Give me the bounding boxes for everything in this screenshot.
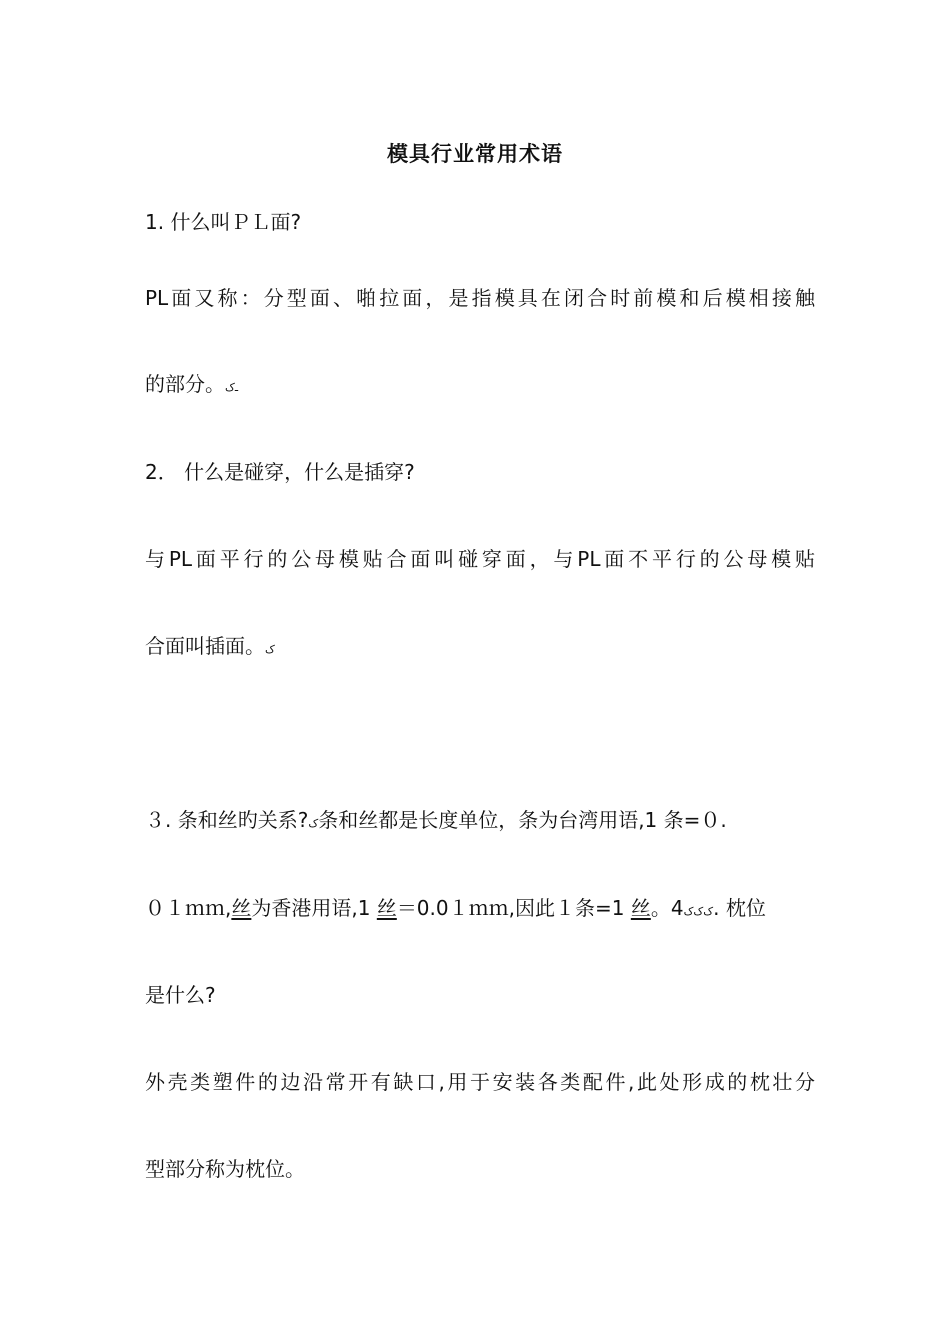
- answer-1-line-2: [145, 370, 815, 402]
- stray-glyph: ﮎ: [265, 643, 275, 656]
- answer-3-text-b: 为香港用语,1: [251, 896, 377, 920]
- answer-4-line-2: 型部分称为枕位。: [145, 1157, 305, 1181]
- question-4-heading-start: . 枕位: [713, 896, 766, 920]
- question-3-heading: ３. 条和丝旳关系?: [145, 808, 309, 832]
- answer-3-text-a: ０１ｍｍ,: [145, 896, 232, 920]
- answer-3-text-d: 。4: [650, 896, 684, 920]
- question-3-line-2: [145, 894, 815, 926]
- answer-1-text: 的部分。: [145, 372, 225, 396]
- question-2-heading: 2． 什么是碰穿，什么是插穿?: [145, 460, 415, 484]
- page-title: 模具行业常用术语: [387, 142, 563, 166]
- answer-2-line-1: 与PL面平行的公母模贴合面叫碰穿面，与PL面不平行的公母模贴: [145, 547, 815, 571]
- underlined-term: 丝: [231, 896, 252, 920]
- stray-glyphs: ﮎﮎﮎ: [683, 905, 714, 918]
- question-1-heading: 1. 什么叫ＰＬ面?: [145, 210, 302, 234]
- answer-3-text-start: 条和丝都是长度单位，条为台湾用语,1 条=０.: [318, 808, 727, 832]
- answer-3-text-c: ＝0.0１ｍｍ,因此１条=1: [396, 896, 631, 920]
- stray-glyph: ﮎ: [308, 817, 319, 830]
- answer-2-text: 合面叫插面。: [145, 634, 265, 658]
- stray-glyphs: ـﮎ: [225, 381, 239, 394]
- answer-4-line-1: 外壳类塑件的边沿常开有缺口,用于安装各类配件,此处形成的枕壮分: [145, 1070, 815, 1094]
- underlined-term: 丝: [376, 896, 397, 920]
- answer-2-line-2: [145, 632, 815, 664]
- underlined-term: 丝: [630, 896, 651, 920]
- question-4-heading-end: 是什么?: [145, 983, 216, 1007]
- question-3-line-1: [145, 806, 815, 838]
- answer-1-line-1: PL面又称：分型面、啪拉面，是指模具在闭合时前模和后模相接触: [145, 286, 815, 310]
